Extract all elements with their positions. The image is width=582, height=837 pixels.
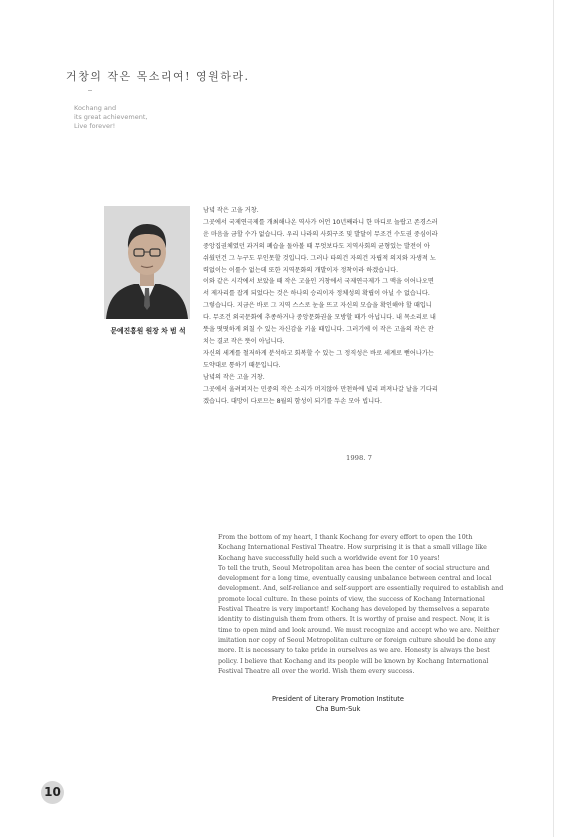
english-line: From the bottom of my heart, I thank Kochang for every effort to open the 10th <box>218 534 473 541</box>
korean-line: 뜻을 떳떳하게 외칠 수 있는 자신감을 키울 때입니다. 그러기에 이 작은 고을의 작은 잔 <box>203 326 434 334</box>
korean-line: 력없이는 이룰수 없는데 또한 지역문화의 개발이자 정착이라 하겠습니다. <box>203 266 399 274</box>
korean-line: 쉬웠던건 그 누구도 부인못할 것입니다. 그러나 타의건 자의건 자립적 의지와 자생적 노 <box>203 254 436 262</box>
korean-line: 남녘 작은 고을 거창. <box>203 207 259 214</box>
english-line: To tell the truth, Seoul Metropolitan area has been the center of social structure and <box>218 564 490 572</box>
english-line: time to open mind and look around. We must recognize and accept who we are. Neither <box>218 626 500 634</box>
signature-block <box>218 695 458 714</box>
page-edge-rule <box>553 0 554 837</box>
english-line: more. It is necessary to take pride in ourselves as we are. Honesty is always the best <box>218 647 490 655</box>
english-line: development for a long time, eventually causing unbalance between central and local <box>218 575 492 583</box>
english-line: Festival Theatre is very important! Kochang has developed by themselves a separate <box>218 606 490 614</box>
english-line: Festival Theatre all over the world. Wish them every success. <box>218 667 415 675</box>
english-line: identity to distinguish them from others. It is worthy of praise and respect. Now, it is <box>218 616 490 624</box>
page-title: 거창의 작은 목소리여! 영원하라. <box>66 70 250 83</box>
page-number-badge: 10 <box>41 781 64 804</box>
english-line: promote local culture. In these points of view, the success of Kochang International <box>218 595 485 603</box>
signature-name: Cha Bum-Suk <box>315 704 361 713</box>
korean-line: 서 제자리를 잡게 되었다는 것은 하나의 승리이자 정체성의 확립이 아닐 수 없습니다. <box>203 290 430 298</box>
portrait-illustration <box>104 206 190 319</box>
english-line: imitation nor copy of Seoul Metropolitan culture or foreign culture should be done any <box>218 636 496 644</box>
korean-line: 남녘의 작은 고을 거창. <box>203 373 265 381</box>
page-subtitle: Kochang and its great achievement, Live forever! <box>74 104 148 130</box>
korean-line: 그렇습니다. 지금은 바로 그 지역 스스로 눈을 뜨고 자신의 모습을 확인해야 할 때입니 <box>203 302 432 310</box>
korean-line: 중앙집권체였던 과거의 폐습을 돌아볼 때 무엇보다도 지역사회의 균형있는 발전이 아 <box>203 242 430 250</box>
korean-line: 그곳에서 국제연극제를 개최해나온 역사가 어언 10년째라니 한 마디로 놀랍고 존경스러 <box>203 218 438 226</box>
korean-line: 자신의 세계를 철저하게 분석하고 회복할 수 있는 그 정직성은 바로 세계로 뻗어나가는 <box>203 349 434 357</box>
portrait-caption: 문예진흥원 원장 차 범 석 <box>110 327 186 335</box>
korean-line: 이와 같은 시각에서 보았을 때 작은 고을인 거창에서 국제연극제가 그 맥을 이어나오면 <box>203 278 434 286</box>
english-line: policy. I believe that Kochang and its people will be known by Kochang International <box>218 657 489 665</box>
korean-letter-body <box>203 205 486 407</box>
letter-date: 1998. 7 <box>346 454 372 462</box>
english-letter-body <box>218 533 506 677</box>
english-line: Kochang International Festival Theatre. How surprising it is that a small village like <box>218 544 487 552</box>
english-line: development. And, self-reliance and self-support are essentially required to establish and <box>218 585 504 593</box>
korean-line: 치는 결코 작은 뜻이 아닙니다. <box>203 337 285 345</box>
korean-line: 운 마음을 금할 수가 없습니다. 우리 나라의 사회구조 및 발달이 무조건 수도권 중심이라 <box>203 230 438 238</box>
korean-line: 겠습니다. 대망이 다로므는 8월의 함성이 되기를 두손 모아 빕니다. <box>203 397 383 405</box>
signature-title: President of Literary Promotion Institute <box>272 695 404 703</box>
title-divider <box>88 90 92 91</box>
author-portrait <box>104 206 190 319</box>
korean-line: 도약대로 통하기 때문입니다. <box>203 361 281 369</box>
korean-line: 다. 무조건 외국문화에 추종하거나 중앙문화권을 모방할 때가 아닙니다. 내 목소리로 내 <box>203 314 436 322</box>
english-line: Kochang have successfully held such a worldwide event for 10 years! <box>218 554 440 562</box>
korean-line: 그곳에서 울려퍼지는 민중의 작은 소리가 머지않아 만천하에 널리 퍼져나갈 날을 기다리 <box>203 385 438 393</box>
